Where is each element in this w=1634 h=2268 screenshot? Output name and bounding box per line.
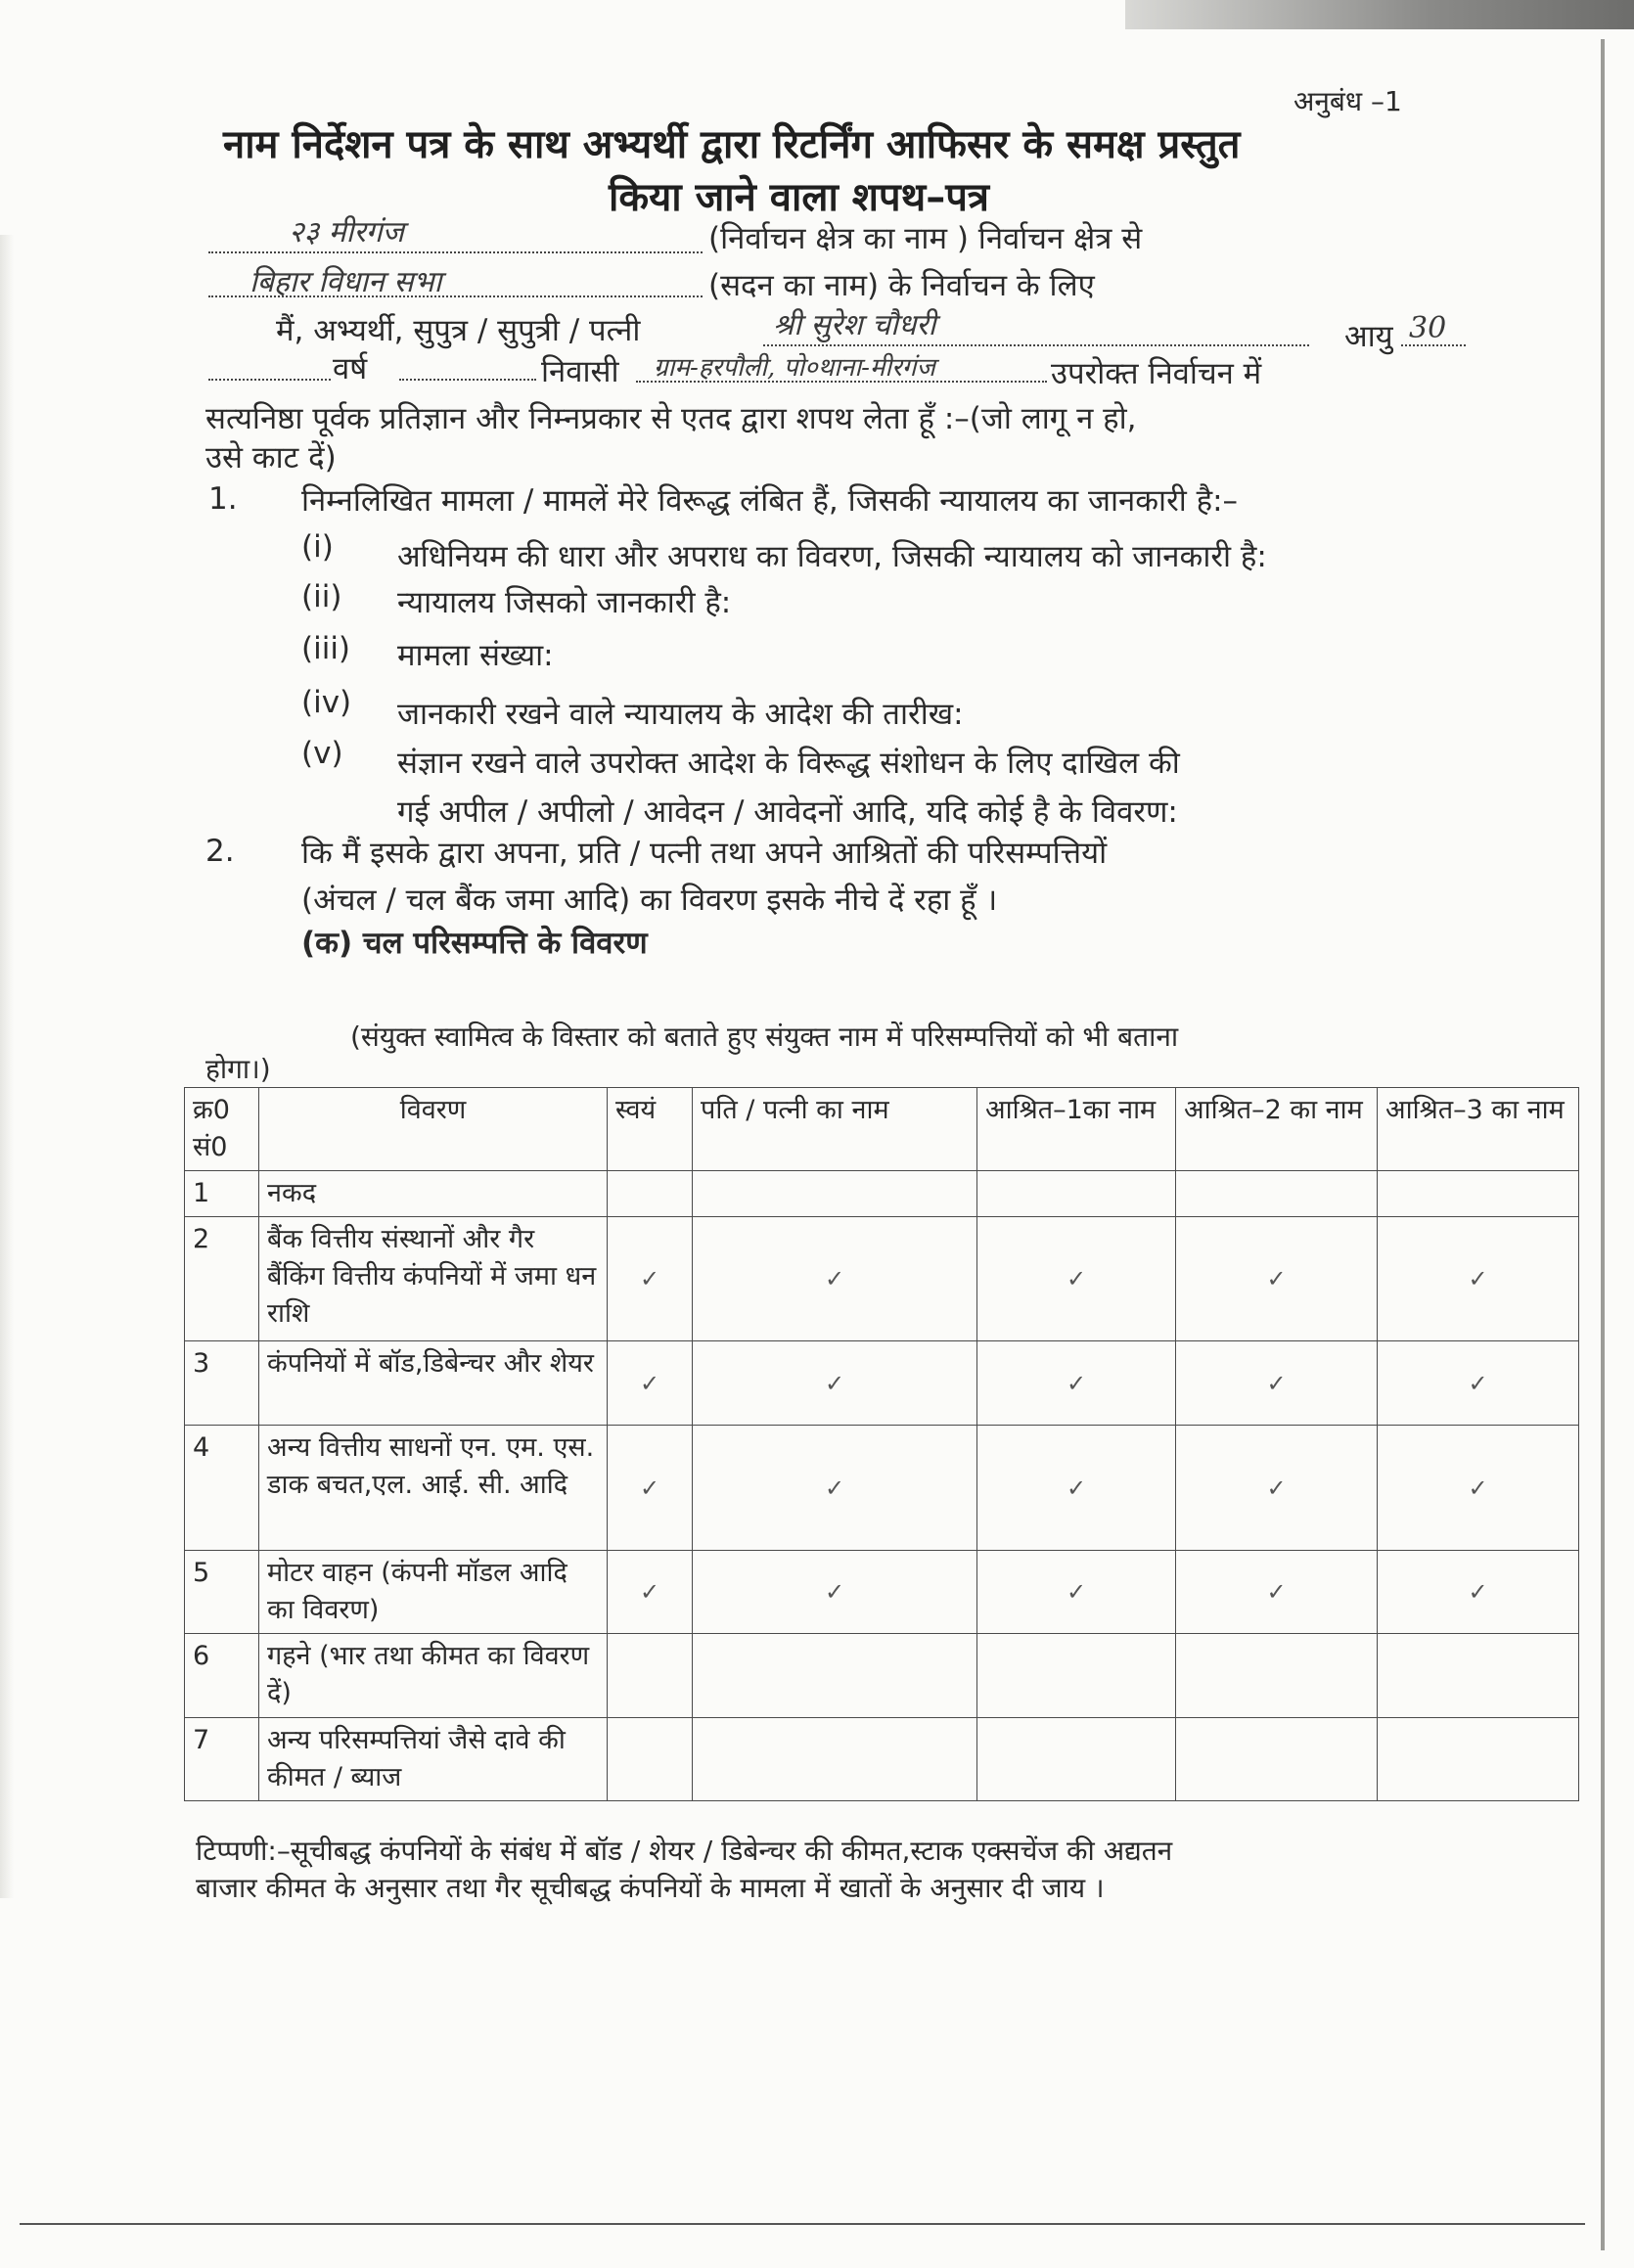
tick-mark: ✓ (977, 1551, 1176, 1634)
parent-blank (763, 344, 1309, 346)
header-serial: क्र0 सं0 (185, 1088, 259, 1171)
annexure-label: अनुबंध –1 (1294, 85, 1402, 117)
cell-dependent1 (977, 1718, 1176, 1801)
section1-item-num: (v) (301, 736, 343, 771)
joint-ownership-note-line2: होगा।) (205, 1053, 271, 1085)
cell-dependent3 (1378, 1718, 1579, 1801)
candidate-label: मैं, अभ्यर्थी, सुपुत्र / सुपुत्री / पत्नी (276, 313, 641, 348)
cell-dependent1 (977, 1634, 1176, 1718)
cell-serial: 4 (185, 1426, 259, 1551)
cell-dependent3 (1378, 1634, 1579, 1718)
cell-dependent1 (977, 1171, 1176, 1217)
tick-mark: ✓ (608, 1217, 693, 1341)
cell-dependent2 (1176, 1634, 1378, 1718)
tick-mark: ✓ (1378, 1551, 1579, 1634)
table-row (185, 1341, 1579, 1426)
header-dependent1-name: आश्रित–1का नाम (977, 1088, 1176, 1171)
tick-mark: ✓ (693, 1551, 977, 1634)
movable-assets-table (184, 1087, 1579, 1801)
cell-dependent3 (1378, 1171, 1579, 1217)
section2-line1: कि मैं इसके द्वारा अपना, प्रति / पत्नी तथा अपने आश्रितों की परिसम्पत्तियों (301, 836, 1108, 871)
cell-description: बैंक वित्तीय संस्थानों और गैर बैंकिंग वित्तीय कंपनियों में जमा धन राशि (259, 1217, 608, 1341)
table-row (185, 1217, 1579, 1341)
address-handwritten: ग्राम-हरपौली, पो०थाना-मीरगंज (654, 353, 935, 383)
parent-handwritten: श्री सुरेश चौधरी (773, 308, 936, 342)
table-header-row (185, 1088, 1579, 1171)
page-title-line1: नाम निर्देशन पत्र के साथ अभ्यर्थी द्वारा रिटर्निंग आफिसर के समक्ष प्रस्तुत (223, 122, 1241, 167)
house-label: (सदन का नाम) के निर्वाचन के लिए (708, 268, 1095, 303)
footnote-line1: टिप्पणी:–सूचीबद्ध कंपनियों के संबंध में बॉड / शेयर / डिबेन्चर की कीमत,स्टाक एक्सचेंज की अद्यतन (196, 1835, 1173, 1867)
cell-spouse (693, 1634, 977, 1718)
cell-serial: 5 (185, 1551, 259, 1634)
tick-mark: ✓ (1176, 1551, 1378, 1634)
cell-serial: 2 (185, 1217, 259, 1341)
tick-mark: ✓ (608, 1551, 693, 1634)
table-row (185, 1718, 1579, 1801)
tick-mark: ✓ (1378, 1217, 1579, 1341)
page-title-line2: किया जाने वाला शपथ–पत्र (609, 175, 990, 220)
tick-mark: ✓ (977, 1341, 1176, 1426)
cell-description: कंपनियों में बॉड,डिबेन्चर और शेयर (259, 1341, 608, 1426)
section1-item-text: जानकारी रखने वाले न्यायालय के आदेश की तारीख: (397, 697, 964, 732)
header-self: स्वयं (608, 1088, 693, 1171)
scanner-edge-top (1125, 0, 1634, 29)
section1-item-text-cont: गई अपील / अपीलो / आवेदन / आवेदनों आदि, यदि कोई है के विवरण: (397, 794, 1178, 830)
tick-mark: ✓ (693, 1341, 977, 1426)
table-row (185, 1426, 1579, 1551)
cell-description: गहने (भार तथा कीमत का विवरण दें) (259, 1634, 608, 1718)
section1-item-num: (ii) (301, 579, 342, 614)
resident-suffix: उपरोक्त निर्वाचन में (1051, 356, 1262, 391)
house-handwritten: बिहार विधान सभा (250, 265, 442, 299)
scanner-edge-left (0, 235, 14, 1898)
header-dependent3-name: आश्रित–3 का नाम (1378, 1088, 1579, 1171)
tick-mark: ✓ (977, 1426, 1176, 1551)
cell-description: अन्य वित्तीय साधनों एन. एम. एस. डाक बचत,एल. आई. सी. आदि (259, 1426, 608, 1551)
cell-description: नकद (259, 1171, 608, 1217)
tick-mark: ✓ (1378, 1426, 1579, 1551)
header-description: विवरण (259, 1088, 608, 1171)
cell-self (608, 1634, 693, 1718)
cell-dependent2 (1176, 1171, 1378, 1217)
header-dependent2-name: आश्रित–2 का नाम (1176, 1088, 1378, 1171)
page-bottom-rule (20, 2223, 1585, 2225)
section1-heading: निम्नलिखित मामला / मामलें मेरे विरूद्ध लंबित हैं, जिसकी न्यायालय का जानकारी है:– (301, 483, 1239, 519)
section1-item-text: न्यायालय जिसको जानकारी है: (397, 585, 732, 620)
age-blank (1401, 344, 1466, 346)
table-row (185, 1551, 1579, 1634)
oath-line2: उसे काट दें) (205, 440, 337, 476)
address-blank (636, 381, 1047, 383)
oath-line1: सत्यनिष्ठा पूर्वक प्रतिज्ञान और निम्नप्रकार से एतद द्वारा शपथ लेता हूँ :–(जो लागू न हो, (205, 401, 1137, 436)
header-spouse-name: पति / पत्नी का नाम (693, 1088, 977, 1171)
year-label: वर्ष (333, 351, 368, 386)
cell-dependent2 (1176, 1718, 1378, 1801)
scanner-edge-right (1601, 39, 1605, 2250)
section1-item-text: अधिनियम की धारा और अपराध का विवरण, जिसकी न्यायालय को जानकारी है: (397, 539, 1267, 574)
table-row (185, 1171, 1579, 1217)
age-label: आयु (1344, 319, 1393, 354)
joint-ownership-note-line1: (संयुक्त स्वामित्व के विस्तार को बताते हुए संयुक्त नाम में परिसम्पत्तियों को भी बताना (350, 1021, 1179, 1053)
age-handwritten: 30 (1409, 311, 1447, 345)
section2-number: 2. (205, 834, 235, 869)
footnote-line2: बाजार कीमत के अनुसार तथा गैर सूचीबद्ध कंपनियों के मामला में खातों के अनुसार दी जाय । (196, 1872, 1105, 1904)
cell-description: अन्य परिसम्पत्तियां जैसे दावे की कीमत / ब्याज (259, 1718, 608, 1801)
tick-mark: ✓ (977, 1217, 1176, 1341)
resident-blank (399, 379, 536, 381)
tick-mark: ✓ (608, 1341, 693, 1426)
cell-serial: 6 (185, 1634, 259, 1718)
movable-assets-heading: (क) चल परिसम्पत्ति के विवरण (301, 926, 648, 961)
section1-item-text: संज्ञान रखने वाले उपरोक्त आदेश के विरूद्ध संशोधन के लिए दाखिल की (397, 746, 1180, 781)
tick-mark: ✓ (608, 1426, 693, 1551)
section2-line2: (अंचल / चल बैंक जमा आदि) का विवरण इसके नीचे दें रहा हूँ । (301, 883, 998, 918)
year-blank (208, 379, 331, 381)
constituency-handwritten: २३ मीरगंज (289, 215, 404, 249)
tick-mark: ✓ (1176, 1426, 1378, 1551)
cell-serial: 1 (185, 1171, 259, 1217)
cell-spouse (693, 1718, 977, 1801)
section1-item-num: (i) (301, 529, 334, 565)
resident-label: निवासी (541, 354, 619, 389)
cell-self (608, 1171, 693, 1217)
tick-mark: ✓ (1176, 1341, 1378, 1426)
tick-mark: ✓ (693, 1217, 977, 1341)
constituency-blank (208, 251, 703, 253)
section1-number: 1. (208, 481, 238, 517)
tick-mark: ✓ (1378, 1341, 1579, 1426)
tick-mark: ✓ (1176, 1217, 1378, 1341)
tick-mark: ✓ (693, 1426, 977, 1551)
cell-description: मोटर वाहन (कंपनी मॉडल आदि का विवरण) (259, 1551, 608, 1634)
cell-self (608, 1718, 693, 1801)
section1-item-num: (iv) (301, 685, 352, 720)
constituency-label: (निर्वाचन क्षेत्र का नाम ) निर्वाचन क्षेत्र से (708, 221, 1143, 256)
cell-spouse (693, 1171, 977, 1217)
section1-item-num: (iii) (301, 631, 351, 666)
section1-item-text: मामला संख्या: (397, 638, 554, 673)
cell-serial: 3 (185, 1341, 259, 1426)
cell-serial: 7 (185, 1718, 259, 1801)
table-row (185, 1634, 1579, 1718)
